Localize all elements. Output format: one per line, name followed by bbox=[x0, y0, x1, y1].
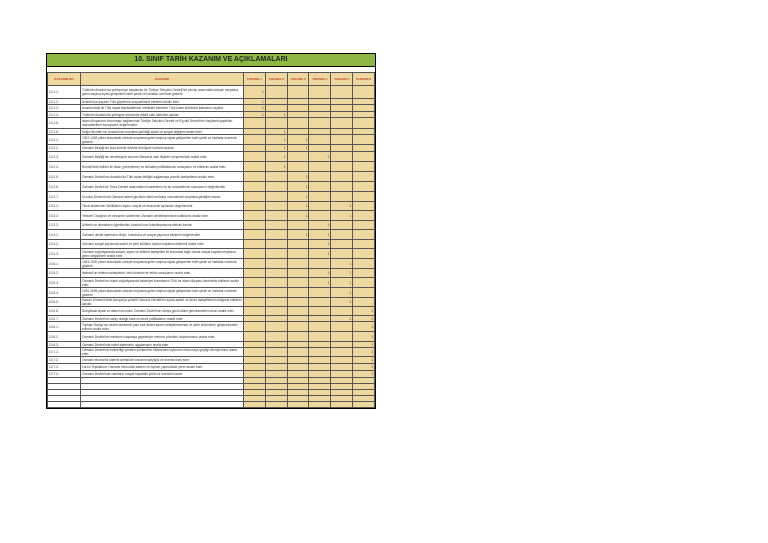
kazanim-text-cell[interactable]: Rumeli'deki fetihler ile iskan (yerleştirme) ve istimalet politikalarının amaçlarını ve etkilerini analiz eder. bbox=[81, 162, 244, 172]
kazanim-code-cell[interactable]: 10.1.6. bbox=[48, 129, 81, 135]
tarama-2-cell[interactable]: 1 bbox=[265, 112, 287, 118]
tarama-2-cell[interactable] bbox=[265, 211, 287, 221]
tarama-5-cell[interactable] bbox=[331, 152, 353, 162]
kazanim-code-cell[interactable]: 10.5.2. bbox=[48, 269, 81, 278]
tarama-6-cell[interactable] bbox=[353, 152, 375, 162]
tarama-3-cell[interactable]: 1 bbox=[287, 135, 309, 145]
tarama-4-cell[interactable] bbox=[309, 172, 331, 182]
kazanim-text-cell[interactable]: Ahilerin ve ulemaların öğretilerinin Anadolu'nun İslamlaşmasına etkisini kavrar. bbox=[81, 221, 244, 230]
kazanim-table bbox=[47, 72, 375, 408]
tarama-6-cell[interactable] bbox=[353, 249, 375, 259]
table-row bbox=[48, 211, 375, 221]
tarama-3-cell[interactable] bbox=[287, 240, 309, 249]
tarama-6-cell[interactable] bbox=[353, 240, 375, 249]
tarama-2-cell[interactable] bbox=[265, 288, 287, 298]
table-row bbox=[48, 118, 375, 129]
kazanim-code-cell[interactable]: 10.1.1. bbox=[48, 86, 81, 99]
tarama-6-cell[interactable] bbox=[353, 211, 375, 221]
tarama-3-cell[interactable] bbox=[287, 278, 309, 288]
table-row bbox=[48, 135, 375, 145]
header-tarama-2[interactable]: TARAMA 2 bbox=[265, 73, 287, 86]
tarama-1-cell[interactable] bbox=[244, 152, 266, 162]
tarama-5-cell[interactable] bbox=[331, 240, 353, 249]
sheet-title: 10. SINIF TARİH KAZANIM VE AÇIKLAMALARI bbox=[47, 54, 375, 67]
tarama-1-cell[interactable]: 1 bbox=[244, 86, 266, 99]
kazanim-code-cell[interactable]: 10.5.4. bbox=[48, 288, 81, 298]
tarama-3-cell[interactable] bbox=[287, 86, 309, 99]
tarama-3-cell[interactable] bbox=[287, 322, 309, 332]
tarama-3-cell[interactable] bbox=[287, 288, 309, 298]
tarama-1-cell[interactable] bbox=[244, 307, 266, 316]
tarama-3-cell[interactable]: 1 bbox=[287, 202, 309, 211]
table-row bbox=[48, 172, 375, 182]
tarama-6-cell[interactable]: 1 bbox=[353, 357, 375, 364]
kazanim-text-cell[interactable]: Osmanlı Devleti'nin İslam coğrafyasında hakimiyet kurmasının Türk ve İslam dünyası üzerindeki etkilerini analiz eder. bbox=[81, 278, 244, 288]
kazanim-text-cell[interactable]: 1453-1520 yılları arasındaki süreçte meydana gelen başlıca siyasi gelişmeleri tarih şeridi ve haritalar üzerinde gösterir. bbox=[81, 259, 244, 269]
tarama-1-cell[interactable] bbox=[244, 288, 266, 298]
tarama-1-cell[interactable] bbox=[244, 357, 266, 364]
tarama-6-cell[interactable]: 1 bbox=[353, 307, 375, 316]
tarama-3-cell[interactable] bbox=[287, 221, 309, 230]
tarama-6-cell[interactable] bbox=[353, 86, 375, 99]
tarama-4-cell[interactable] bbox=[309, 259, 331, 269]
tarama-4-cell[interactable] bbox=[309, 364, 331, 371]
table-row bbox=[48, 322, 375, 332]
tarama-1-cell[interactable] bbox=[244, 332, 266, 342]
tarama-4-cell[interactable]: 1 bbox=[309, 278, 331, 288]
tarama-2-cell[interactable] bbox=[265, 278, 287, 288]
kazanim-text-cell[interactable]: Dünyadaki siyasi ve askeri durumun Osmanlı Devleti'nin dünya gücü haline gelmesindeki rolünü analiz eder. bbox=[81, 307, 244, 316]
tarama-4-cell[interactable] bbox=[309, 118, 331, 129]
tarama-6-cell[interactable] bbox=[353, 105, 375, 112]
empty-cell[interactable] bbox=[244, 402, 266, 408]
tarama-2-cell[interactable]: 1 bbox=[265, 162, 287, 172]
kazanim-code-cell[interactable]: 10.3.2. bbox=[48, 211, 81, 221]
tarama-3-cell[interactable] bbox=[287, 249, 309, 259]
kazanim-text-cell[interactable]: Osmanlı devlet idaresinin dinçe, hukukuna ve sosyal yapısına etkilerini değerlendirir. bbox=[81, 230, 244, 240]
tarama-2-cell[interactable] bbox=[265, 269, 287, 278]
tarama-2-cell[interactable] bbox=[265, 105, 287, 112]
table-row bbox=[48, 298, 375, 307]
tarama-3-cell[interactable] bbox=[287, 357, 309, 364]
table-row bbox=[48, 86, 375, 99]
tarama-1-cell[interactable]: 1 bbox=[244, 99, 266, 105]
header-tarama-3[interactable]: TARAMA 3 bbox=[287, 73, 309, 86]
tarama-4-cell[interactable] bbox=[309, 135, 331, 145]
kazanim-code-cell[interactable]: 10.5.3. bbox=[48, 278, 81, 288]
tarama-3-cell[interactable]: 1 bbox=[287, 211, 309, 221]
tarama-6-cell[interactable] bbox=[353, 221, 375, 230]
tarama-1-cell[interactable] bbox=[244, 348, 266, 357]
kazanim-text-cell[interactable]: Anadolu'ya yapılan Türk göçlerinin sosyokültürel etkilerini analiz eder. bbox=[81, 99, 244, 105]
tarama-2-cell[interactable] bbox=[265, 348, 287, 357]
kazanim-text-cell[interactable]: Anadolu'daki ilk Türk siyasi teşekküllerinin ürettikleri eserlerin Türk-İslam kültürüne katkılarını açıklar. bbox=[81, 105, 244, 112]
kazanim-text-cell[interactable]: Osmanlı Devleti'nin sahip olduğu kara ve deniz politikalarını analiz eder. bbox=[81, 316, 244, 322]
tarama-1-cell[interactable] bbox=[244, 221, 266, 230]
tarama-4-cell[interactable] bbox=[309, 182, 331, 192]
kazanim-text-cell[interactable]: Moğol Akınları'nın Anadolu'da meydana getirdiği siyasi ve sosyal değişimi analiz eder. bbox=[81, 129, 244, 135]
tarama-5-cell[interactable] bbox=[331, 172, 353, 182]
tarama-3-cell[interactable] bbox=[287, 269, 309, 278]
tarama-5-cell[interactable] bbox=[331, 249, 353, 259]
tarama-4-cell[interactable] bbox=[309, 145, 331, 152]
tarama-4-cell[interactable] bbox=[309, 86, 331, 99]
kazanim-text-cell[interactable]: Kuruluş Dönemi'nde Osmanlı askeri gücünün farklı muharip unsurlardan meydana geldiğini kavrar. bbox=[81, 192, 244, 202]
table-row bbox=[48, 357, 375, 364]
kazanim-code-cell[interactable]: 10.5.5. bbox=[48, 298, 81, 307]
tarama-4-cell[interactable]: 1 bbox=[309, 269, 331, 278]
kazanim-text-cell[interactable]: Kanuni Dönemi'ndeki Avrupa'ya yönelik Osmanlı Devleti'nin siyasi-askeri ve deniz faaliyetlerinin bölgesel etkilerini açıklar. bbox=[82, 298, 242, 306]
tarama-2-cell[interactable] bbox=[265, 202, 287, 211]
table-body bbox=[48, 86, 375, 408]
table-row bbox=[48, 105, 375, 112]
kazanim-text-cell[interactable]: Osmanlı Devleti'nin merkeze ulaşmaya gayeleriyle merkezi yönetimi oluşturmasını analiz eder. bbox=[81, 332, 244, 342]
tarama-1-cell[interactable] bbox=[244, 298, 266, 307]
table-row bbox=[48, 259, 375, 269]
tarama-5-cell[interactable] bbox=[331, 371, 353, 378]
tarama-6-cell[interactable] bbox=[353, 278, 375, 288]
tarama-5-cell[interactable] bbox=[331, 145, 353, 152]
tarama-1-cell[interactable] bbox=[244, 211, 266, 221]
header-tarama-1[interactable]: TARAMA 1 bbox=[244, 73, 266, 86]
tarama-1-cell[interactable] bbox=[244, 240, 266, 249]
tarama-4-cell[interactable] bbox=[309, 371, 331, 378]
kazanim-text-cell[interactable]: Osmanlı Devleti'nin belirlediği yönetim yönteminin bilinmeden toplumun ekonomiye geçtiği dönüşümünü analiz eder. bbox=[81, 348, 244, 357]
empty-cell[interactable] bbox=[309, 402, 331, 408]
tarama-5-cell[interactable]: 1 bbox=[331, 278, 353, 288]
tarama-5-cell[interactable] bbox=[331, 221, 353, 230]
table-row bbox=[48, 332, 375, 342]
table-row bbox=[48, 249, 375, 259]
tarama-2-cell[interactable] bbox=[265, 259, 287, 269]
tarama-5-cell[interactable] bbox=[331, 348, 353, 357]
table-row bbox=[48, 162, 375, 172]
empty-cell[interactable] bbox=[331, 402, 353, 408]
kazanim-text-cell[interactable]: Osmanlı ekonomik sistemi içerisinde loncanın işleyişini ve önemini fark eder. bbox=[81, 357, 244, 364]
tarama-4-cell[interactable] bbox=[309, 307, 331, 316]
tarama-6-cell[interactable]: 1 bbox=[353, 332, 375, 342]
header-kazanim[interactable]: KAZANIM bbox=[81, 73, 244, 86]
kazanim-code-cell[interactable]: 10.7.3. bbox=[48, 364, 81, 371]
tarama-2-cell[interactable] bbox=[265, 221, 287, 230]
tarama-4-cell[interactable] bbox=[309, 288, 331, 298]
tarama-6-cell[interactable] bbox=[353, 230, 375, 240]
tarama-2-cell[interactable] bbox=[265, 307, 287, 316]
table-row bbox=[48, 145, 375, 152]
kazanim-code-cell[interactable]: 10.6.3. bbox=[48, 342, 81, 348]
tarama-2-cell[interactable] bbox=[265, 249, 287, 259]
tarama-3-cell[interactable] bbox=[287, 259, 309, 269]
tarama-3-cell[interactable] bbox=[287, 348, 309, 357]
tarama-1-cell[interactable] bbox=[244, 202, 266, 211]
tarama-6-cell[interactable] bbox=[353, 288, 375, 298]
header-tarama-6[interactable]: TARAMA 6 bbox=[353, 73, 375, 86]
tarama-1-cell[interactable] bbox=[244, 172, 266, 182]
tarama-3-cell[interactable] bbox=[287, 152, 309, 162]
tarama-1-cell[interactable] bbox=[244, 322, 266, 332]
kazanim-code-cell[interactable]: 10.6.1. bbox=[48, 322, 81, 332]
kazanim-code-cell[interactable]: 10.6.2. bbox=[48, 332, 81, 342]
spreadsheet bbox=[46, 53, 376, 409]
tarama-3-cell[interactable] bbox=[287, 307, 309, 316]
tarama-2-cell[interactable]: 1 bbox=[265, 129, 287, 135]
tarama-1-cell[interactable] bbox=[244, 269, 266, 278]
kazanim-text-cell[interactable]: Türklerin Anadolu'ya yerleşmeye başlaması ile Türkiye Selçuklu Devleti'nin yıkılışı arasındaki süreçte meydana gelen başlıca siyasi gelişmeleri tarih şeridi ve haritalar üzerinde gösterir. bbox=[81, 86, 244, 99]
tarama-1-cell[interactable] bbox=[244, 249, 266, 259]
tarama-3-cell[interactable] bbox=[287, 162, 309, 172]
tarama-1-cell[interactable] bbox=[244, 118, 266, 129]
kazanim-text-cell[interactable]: Osmanlı Devleti ile Timur Devleti arasındaki mücadelenin ve bu mücadelenin sonuçlarını değerlendirir. bbox=[81, 182, 244, 192]
tarama-5-cell[interactable] bbox=[331, 364, 353, 371]
tarama-5-cell[interactable]: 1 bbox=[331, 316, 353, 322]
tarama-1-cell[interactable] bbox=[244, 182, 266, 192]
tarama-3-cell[interactable]: 1 bbox=[287, 145, 309, 152]
tarama-5-cell[interactable] bbox=[331, 322, 353, 332]
tarama-2-cell[interactable] bbox=[265, 322, 287, 332]
tarama-6-cell[interactable]: 1 bbox=[353, 371, 375, 378]
tarama-4-cell[interactable] bbox=[309, 192, 331, 202]
kazanim-code-cell[interactable]: 10.1.5. bbox=[48, 118, 81, 129]
kazanim-code-cell[interactable]: 10.2.1. bbox=[48, 135, 81, 145]
kazanim-code-cell[interactable]: 10.2.3. bbox=[48, 152, 81, 162]
kazanim-code-cell[interactable]: 10.5.1. bbox=[48, 259, 81, 269]
tarama-3-cell[interactable] bbox=[287, 332, 309, 342]
tarama-6-cell[interactable] bbox=[353, 172, 375, 182]
tarama-2-cell[interactable] bbox=[265, 118, 287, 129]
tarama-1-cell[interactable] bbox=[244, 371, 266, 378]
empty-row bbox=[48, 402, 375, 408]
tarama-6-cell[interactable] bbox=[353, 135, 375, 145]
tarama-1-cell[interactable] bbox=[244, 145, 266, 152]
kazanim-code-cell[interactable]: 10.3.1. bbox=[48, 202, 81, 211]
tarama-5-cell[interactable] bbox=[331, 332, 353, 342]
empty-cell[interactable] bbox=[48, 402, 81, 408]
tarama-6-cell[interactable] bbox=[353, 269, 375, 278]
tarama-5-cell[interactable] bbox=[331, 118, 353, 129]
tarama-2-cell[interactable] bbox=[265, 230, 287, 240]
table-row bbox=[48, 371, 375, 378]
table-row bbox=[48, 230, 375, 240]
tarama-5-cell[interactable] bbox=[331, 182, 353, 192]
empty-cell[interactable] bbox=[81, 402, 244, 408]
tarama-2-cell[interactable] bbox=[265, 172, 287, 182]
tarama-2-cell[interactable]: 1 bbox=[265, 145, 287, 152]
kazanim-code-cell[interactable]: 10.7.4. bbox=[48, 371, 81, 378]
tarama-2-cell[interactable] bbox=[265, 332, 287, 342]
tarama-1-cell[interactable] bbox=[244, 192, 266, 202]
tarama-3-cell[interactable] bbox=[287, 298, 309, 307]
tarama-2-cell[interactable] bbox=[265, 364, 287, 371]
empty-cell[interactable] bbox=[287, 402, 309, 408]
tarama-2-cell[interactable] bbox=[265, 86, 287, 99]
kazanim-text-cell[interactable]: Osmanlı coğrafyasında sosyal, siyasi ve kültürel faaliyetleri ile kurumsal bağlı olarak sosyal hayatta meydana gelen değişimleri analiz eder. bbox=[81, 249, 244, 259]
tarama-1-cell[interactable] bbox=[244, 135, 266, 145]
tarama-3-cell[interactable]: 1 bbox=[287, 230, 309, 240]
tarama-2-cell[interactable] bbox=[265, 298, 287, 307]
kazanim-text-cell[interactable]: İslam dünyasının korunması bağlamında Türkiye Selçuklu Devleti ve Eyyubi Devleti'nin Haçlılarla yaptıkları mücadelelerin sonuçlarını değerlendirir. bbox=[81, 118, 244, 129]
kazanim-text-cell[interactable]: İstanbul'un fethinin sebeplerini, fethi sürecini ve fethin sonuçlarını analiz eder. bbox=[81, 269, 244, 278]
tarama-2-cell[interactable]: 1 bbox=[265, 135, 287, 145]
empty-cell[interactable] bbox=[353, 402, 375, 408]
tarama-5-cell[interactable] bbox=[331, 230, 353, 240]
kazanim-text-cell[interactable]: 1520-1595 yılları arasındaki süreçte meydana gelen başlıca siyasi gelişmeleri tarih şeridi ve haritalar üzerinde gösterir. bbox=[81, 288, 244, 298]
tarama-4-cell[interactable] bbox=[309, 105, 331, 112]
kazanim-code-cell[interactable]: 10.1.4. bbox=[48, 112, 81, 118]
tarama-5-cell[interactable]: 1 bbox=[331, 211, 353, 221]
tarama-3-cell[interactable]: 1 bbox=[287, 172, 309, 182]
tarama-6-cell[interactable]: 1 bbox=[353, 342, 375, 348]
table-row bbox=[48, 269, 375, 278]
tarama-3-cell[interactable]: 1 bbox=[287, 192, 309, 202]
kazanim-text-cell[interactable]: Yeniçeri Ocağının ve devşirme sisteminin Osmanlı devletleşmesine katkılarını analiz eder. bbox=[81, 211, 244, 221]
kazanim-code-cell[interactable]: 10.4.3. bbox=[48, 249, 81, 259]
tarama-6-cell[interactable]: 1 bbox=[353, 316, 375, 322]
tarama-6-cell[interactable]: 1 bbox=[353, 364, 375, 371]
tarama-6-cell[interactable] bbox=[353, 202, 375, 211]
tarama-4-cell[interactable] bbox=[309, 162, 331, 172]
table-row bbox=[48, 152, 375, 162]
kazanim-text-cell[interactable]: Osmanlı Beyliği'nin kısa sürede devlete dönüşme sürecini açıklar. bbox=[81, 145, 244, 152]
tarama-3-cell[interactable] bbox=[287, 364, 309, 371]
tarama-5-cell[interactable]: 1 bbox=[331, 298, 353, 307]
kazanim-code-cell[interactable]: 10.2.6. bbox=[48, 182, 81, 192]
tarama-4-cell[interactable] bbox=[309, 202, 331, 211]
kazanim-text-cell[interactable]: Osmanlı Devleti'nde vakıfların sosyal hayattaki yerini ve önemini kavrar. bbox=[81, 371, 244, 378]
tarama-5-cell[interactable] bbox=[331, 192, 353, 202]
tarama-1-cell[interactable] bbox=[244, 230, 266, 240]
tarama-2-cell[interactable] bbox=[265, 371, 287, 378]
table-row bbox=[48, 192, 375, 202]
tarama-6-cell[interactable] bbox=[353, 118, 375, 129]
tarama-1-cell[interactable]: 1 bbox=[244, 112, 266, 118]
table-row bbox=[48, 202, 375, 211]
kazanim-code-cell[interactable]: 10.1.3. bbox=[48, 105, 81, 112]
tarama-5-cell[interactable]: 1 bbox=[331, 259, 353, 269]
tarama-6-cell[interactable] bbox=[353, 162, 375, 172]
tarama-4-cell[interactable]: 1 bbox=[309, 221, 331, 230]
tarama-4-cell[interactable]: 1 bbox=[309, 152, 331, 162]
kazanim-text-cell[interactable]: Osmanlı Beyliği'nin devletleşme sürecini Bizans'la olan ilişkileri çerçevesinde analiz eder. bbox=[81, 152, 244, 162]
kazanim-code-cell[interactable]: 10.4.2. bbox=[48, 240, 81, 249]
tarama-4-cell[interactable] bbox=[309, 348, 331, 357]
kazanim-code-cell[interactable]: 10.2.7. bbox=[48, 192, 81, 202]
kazanim-text-cell[interactable]: Osmanlı Devleti'nde millet sisteminin uygulanışını analiz eder. bbox=[81, 342, 244, 348]
kazanim-code-cell[interactable]: 10.5.7. bbox=[48, 316, 81, 322]
kazanim-code-cell[interactable]: 10.4.1. bbox=[48, 230, 81, 240]
kazanim-text-cell[interactable]: Osmanlı sosyal yapısında askeri ve yerli kültürün toplum hayatına etkilerini analiz eder. bbox=[81, 240, 244, 249]
table-row bbox=[48, 182, 375, 192]
tarama-4-cell[interactable] bbox=[309, 322, 331, 332]
tarama-5-cell[interactable] bbox=[331, 162, 353, 172]
tarama-4-cell[interactable]: 1 bbox=[309, 249, 331, 259]
tarama-5-cell[interactable] bbox=[331, 105, 353, 112]
tarama-4-cell[interactable] bbox=[309, 298, 331, 307]
tarama-6-cell[interactable] bbox=[353, 182, 375, 192]
tarama-5-cell[interactable] bbox=[331, 307, 353, 316]
tarama-3-cell[interactable] bbox=[287, 118, 309, 129]
tarama-1-cell[interactable] bbox=[244, 364, 266, 371]
kazanim-text-cell[interactable]: Timar sisteminin özelliklerini siyasi, sosyal ve ekonomik açılardan değerlendirir. bbox=[81, 202, 244, 211]
table-row bbox=[48, 307, 375, 316]
table-row bbox=[48, 364, 375, 371]
tarama-5-cell[interactable] bbox=[331, 135, 353, 145]
tarama-5-cell[interactable] bbox=[331, 86, 353, 99]
table-row bbox=[48, 221, 375, 230]
kazanim-code-cell[interactable]: 10.5.6. bbox=[48, 307, 81, 316]
kazanim-code-cell[interactable]: 10.3.3. bbox=[48, 221, 81, 230]
kazanim-text-cell[interactable]: Osmanlı Devleti'nin Anadolu'da Türk siyasi birliğini sağlamaya yönelik faaliyetlerini analiz eder. bbox=[81, 172, 244, 182]
tarama-4-cell[interactable]: 1 bbox=[309, 240, 331, 249]
tarama-4-cell[interactable] bbox=[309, 332, 331, 342]
tarama-1-cell[interactable] bbox=[244, 259, 266, 269]
tarama-3-cell[interactable] bbox=[287, 105, 309, 112]
tarama-4-cell[interactable] bbox=[309, 357, 331, 364]
tarama-1-cell[interactable]: 1 bbox=[244, 105, 266, 112]
tarama-5-cell[interactable]: 1 bbox=[331, 202, 353, 211]
kazanim-text-cell[interactable]: 1302-1453 yılları arasındaki süreçte meydana gelen başlıca siyasi gelişmeleri tarih şeridi ve haritalar üzerinde gösterir. bbox=[81, 135, 244, 145]
kazanim-code-cell[interactable]: 10.7.2. bbox=[48, 357, 81, 364]
tarama-5-cell[interactable] bbox=[331, 357, 353, 364]
kazanim-text-cell[interactable]: Türklerin Anadolu'da yerleşme sürecinde etkilili olan faktörleri açıklar. bbox=[81, 112, 244, 118]
kazanim-code-cell[interactable]: 10.1.2. bbox=[48, 99, 81, 105]
tarama-2-cell[interactable]: 1 bbox=[265, 152, 287, 162]
tarama-6-cell[interactable]: 1 bbox=[353, 348, 375, 357]
tarama-2-cell[interactable] bbox=[265, 192, 287, 202]
tarama-6-cell[interactable] bbox=[353, 192, 375, 202]
tarama-5-cell[interactable]: 1 bbox=[331, 288, 353, 298]
tarama-6-cell[interactable]: 1 bbox=[353, 322, 375, 332]
kazanim-code-cell[interactable]: 10.7.1. bbox=[48, 348, 81, 357]
tarama-3-cell[interactable]: 1 bbox=[287, 182, 309, 192]
tarama-2-cell[interactable] bbox=[265, 357, 287, 364]
table-row bbox=[48, 240, 375, 249]
table-row bbox=[48, 278, 375, 288]
table-row bbox=[48, 348, 375, 357]
table-row bbox=[48, 288, 375, 298]
tarama-1-cell[interactable] bbox=[244, 162, 266, 172]
tarama-4-cell[interactable] bbox=[309, 211, 331, 221]
tarama-2-cell[interactable] bbox=[265, 240, 287, 249]
header-tarama-4[interactable]: TARAMA 4 bbox=[309, 73, 331, 86]
kazanim-text-cell[interactable]: Topkapı Sarayı'nın devlet idaresinin yanı sıra devlet adamı yetiştirilmesinde ve şehir kültürünün gelişmesindeki rollerini analiz eder. bbox=[81, 322, 244, 332]
kazanim-text-cell[interactable]: Loncu Teşkilatının Osmanlı ekonomik sistemi ve toplum yapısındaki yerini analiz eder. bbox=[81, 364, 244, 371]
tarama-1-cell[interactable] bbox=[244, 278, 266, 288]
kazanim-code-cell[interactable]: 10.2.5. bbox=[48, 172, 81, 182]
tarama-6-cell[interactable] bbox=[353, 259, 375, 269]
header-row bbox=[48, 73, 375, 86]
kazanim-code-cell[interactable]: 10.2.2. bbox=[48, 145, 81, 152]
kazanim-code-cell[interactable]: 10.2.4. bbox=[48, 162, 81, 172]
tarama-4-cell[interactable]: 1 bbox=[309, 230, 331, 240]
header-code[interactable]: KAZANIM NO bbox=[48, 73, 81, 86]
tarama-5-cell[interactable]: 1 bbox=[331, 269, 353, 278]
empty-cell[interactable] bbox=[265, 402, 287, 408]
tarama-3-cell[interactable] bbox=[287, 371, 309, 378]
tarama-6-cell[interactable] bbox=[353, 145, 375, 152]
tarama-2-cell[interactable] bbox=[265, 182, 287, 192]
header-tarama-5[interactable]: TARAMA 5 bbox=[331, 73, 353, 86]
tarama-6-cell[interactable] bbox=[353, 298, 375, 307]
